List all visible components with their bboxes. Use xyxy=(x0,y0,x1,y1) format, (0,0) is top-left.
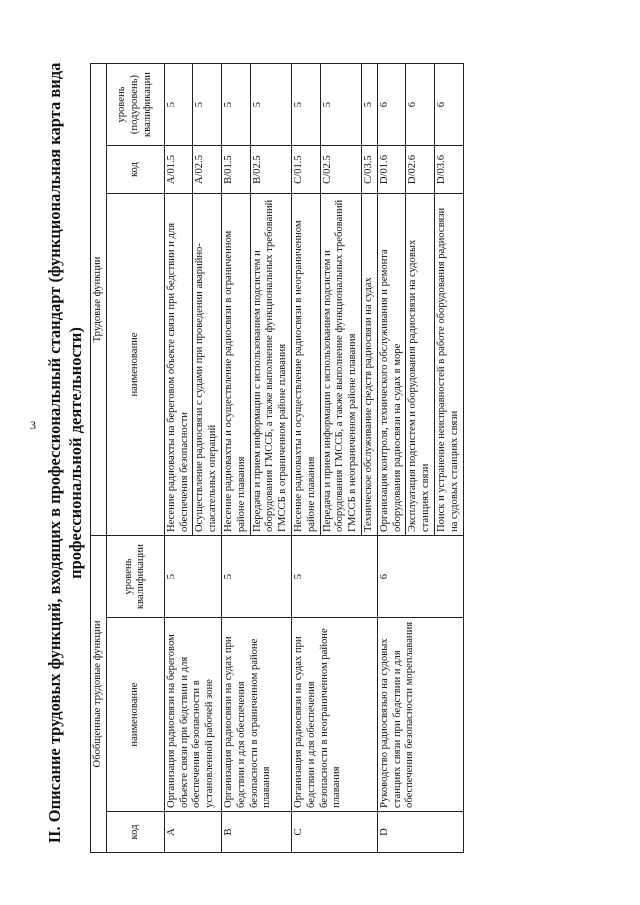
function-level: 5 xyxy=(193,64,222,146)
function-level: 6 xyxy=(377,64,406,146)
function-name: Поиск и устранение неисправностей в работе оборудования радиосвязи на судовых станциях связи xyxy=(434,193,463,535)
function-level: 5 xyxy=(320,64,361,146)
group-code: A xyxy=(164,811,221,852)
header-level: уровень квалификации xyxy=(106,536,164,618)
function-level: 5 xyxy=(291,64,320,146)
header-sublevel: уровень (подуровень) квалификации xyxy=(106,64,164,146)
function-name: Организация контроля, технического обслуживания и ремонта оборудования радиосвязи на судах в море xyxy=(377,193,406,535)
function-code: A/01.5 xyxy=(164,146,193,194)
function-level: 6 xyxy=(406,64,435,146)
function-code: B/01.5 xyxy=(221,146,250,194)
functional-map-table xyxy=(90,63,464,853)
function-level: 5 xyxy=(361,64,377,146)
function-level: 6 xyxy=(434,64,463,146)
function-name: Несение радиовахты и осуществление радиосвязи в ограниченном районе плавания xyxy=(221,193,250,535)
header-function-code: код xyxy=(106,146,164,194)
table-row xyxy=(291,64,320,853)
function-name: Передача и прием информации с использованием подсистем и оборудования ГМССБ, а также выполнение функциональных требований ГМССБ в ограниченном районе плавания xyxy=(250,193,291,535)
header-name: наименование xyxy=(106,618,164,812)
page-number: 3 xyxy=(30,418,36,432)
function-code: D/03.6 xyxy=(434,146,463,194)
group-name: Организация радиосвязи на береговом объекте связи при бедствии и для обеспечения безопасности в установленной рабочей зоне xyxy=(164,618,221,812)
group-code: D xyxy=(377,811,463,852)
heading-line-2: профессиональной деятельности) xyxy=(66,327,85,579)
function-code: D/02.6 xyxy=(406,146,435,194)
function-level: 5 xyxy=(250,64,291,146)
header-code: код xyxy=(106,811,164,852)
heading-line-1: II. Описание трудовых функций, входящих в профессиональный стандарт (функциональная карта вида xyxy=(45,62,64,844)
function-code: C/03.5 xyxy=(361,146,377,194)
group-level: 6 xyxy=(377,536,463,618)
function-code: D/01.6 xyxy=(377,146,406,194)
table-body xyxy=(164,64,463,853)
header-function-name: наименование xyxy=(106,193,164,535)
header-labor-functions: Трудовые функции xyxy=(91,64,107,536)
group-code: B xyxy=(221,811,291,852)
function-code: C/02.5 xyxy=(320,146,361,194)
function-name: Передача и прием информации с использованием подсистем и оборудования ГМССБ, а также выполнение функциональных требований ГМССБ в неограниченном районе плавания xyxy=(320,193,361,535)
function-name: Осуществление радиосвязи с судами при проведении аварийно-спасательных операций xyxy=(193,193,222,535)
function-name: Несение радиовахты на береговом объекте связи при бедствии и для обеспечения безопасности xyxy=(164,193,193,535)
group-level: 5 xyxy=(164,536,221,618)
section-heading xyxy=(44,13,86,893)
function-name: Эксплуатация подсистем и оборудования радиосвязи на судовых станциях связи xyxy=(406,193,435,535)
header-generalized-functions: Обобщенные трудовые функции xyxy=(91,536,107,853)
group-level: 5 xyxy=(221,536,291,618)
function-code: B/02.5 xyxy=(250,146,291,194)
group-name: Организация радиосвязи на судах при бедствии и для обеспечения безопасности в ограниченном районе плавания xyxy=(221,618,291,812)
function-level: 5 xyxy=(164,64,193,146)
table-row xyxy=(221,64,250,853)
function-name: Несение радиовахты и осуществление радиосвязи в неограниченном районе плавания xyxy=(291,193,320,535)
table-row xyxy=(377,64,406,853)
group-name: Руководство радиосвязью на судовых станциях связи при бедствии и для обеспечения безопасности мореплавания xyxy=(377,618,463,812)
rotated-page-content xyxy=(30,13,610,893)
group-code: C xyxy=(291,811,377,852)
function-code: C/01.5 xyxy=(291,146,320,194)
function-level: 5 xyxy=(221,64,250,146)
function-name: Техническое обслуживание средств радиосвязи на судах xyxy=(361,193,377,535)
table-row xyxy=(164,64,193,853)
group-level: 5 xyxy=(291,536,377,618)
group-name: Организация радиосвязи на судах при бедствии и для обеспечения безопасности в неограниченном районе плавания xyxy=(291,618,377,812)
function-code: A/02.5 xyxy=(193,146,222,194)
